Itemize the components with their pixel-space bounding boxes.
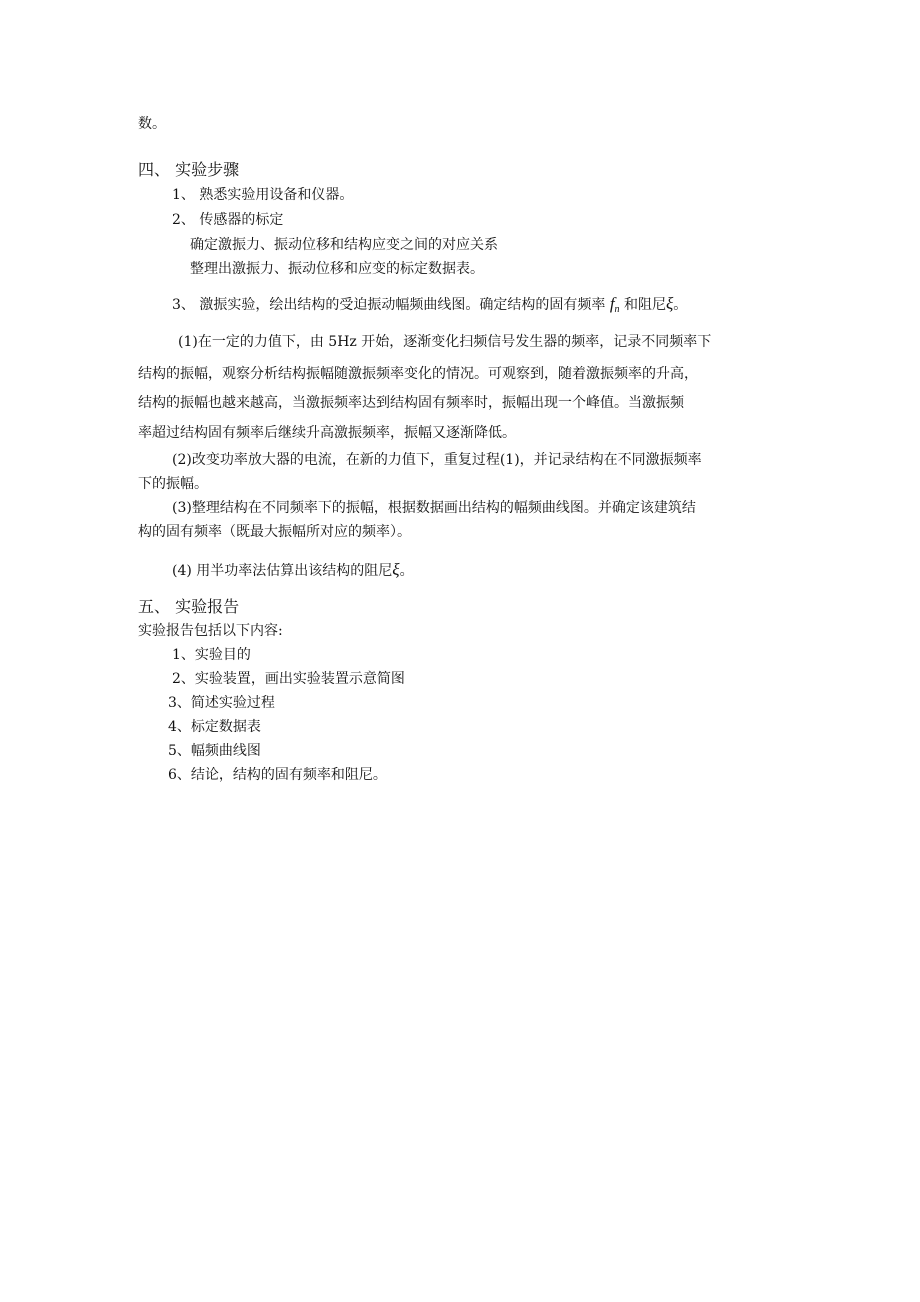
paragraph-1-line-1: (1)在一定的力值下，由 5Hz 开始，逐渐变化扫频信号发生器的频率，记录不同频率下 bbox=[178, 334, 712, 350]
report-item: 1、实验目的 bbox=[172, 647, 251, 663]
paragraph-2-line-2: 下的振幅。 bbox=[138, 476, 208, 492]
report-item: 2、实验装置，画出实验装置示意简图 bbox=[172, 671, 405, 687]
paragraph-3-line-2: 构的固有频率（既最大振幅所对应的频率）。 bbox=[138, 524, 411, 540]
step-2-detail-b: 整理出激振力、振动位移和应变的标定数据表。 bbox=[190, 261, 484, 277]
damping-symbol: ξ bbox=[666, 294, 674, 313]
section-4-heading: 四、 实验步骤 bbox=[138, 160, 240, 179]
step-3-mid: 和阻尼 bbox=[624, 297, 666, 313]
report-intro: 实验报告包括以下内容: bbox=[138, 623, 283, 639]
paragraph-4-end: 。 bbox=[399, 563, 414, 579]
paragraph-1-line-2: 结构的振幅，观察分析结构振幅随激振频率变化的情况。可观察到，随着激振频率的升高， bbox=[138, 366, 698, 382]
report-item: 5、幅频曲线图 bbox=[168, 743, 261, 759]
section-5-heading: 五、 实验报告 bbox=[138, 597, 240, 616]
step-2: 2、 传感器的标定 bbox=[172, 212, 284, 228]
step-3 bbox=[172, 294, 687, 320]
step-3-text: 3、 激振实验，绘出结构的受迫振动幅频曲线图。确定结构的固有频率 bbox=[172, 297, 606, 313]
natural-frequency-symbol: $f_n$ bbox=[609, 294, 620, 315]
step-3-end: 。 bbox=[673, 297, 688, 313]
report-item: 6、结论，结构的固有频率和阻尼。 bbox=[168, 767, 387, 783]
paragraph-2-line-1: (2)改变功率放大器的电流，在新的力值下，重复过程(1)，并记录结构在不同激振频率 bbox=[172, 452, 702, 468]
paragraph-3-line-1: (3)整理结构在不同频率下的振幅，根据数据画出结构的幅频曲线图。并确定该建筑结 bbox=[172, 500, 696, 516]
carry-over-text: 数。 bbox=[138, 116, 166, 132]
step-1: 1、 熟悉实验用设备和仪器。 bbox=[172, 187, 354, 203]
paragraph-4 bbox=[172, 560, 414, 581]
paragraph-1-line-3: 结构的振幅也越来越高，当激振频率达到结构固有频率时，振幅出现一个峰值。当激振频 bbox=[138, 395, 684, 411]
report-item: 3、简述实验过程 bbox=[168, 695, 275, 711]
paragraph-1-line-4: 率超过结构固有频率后继续升高激振频率，振幅又逐渐降低。 bbox=[138, 425, 516, 441]
damping-symbol-2: ξ bbox=[392, 560, 400, 579]
paragraph-4-text: (4) 用半功率法估算出该结构的阻尼 bbox=[172, 563, 393, 579]
report-item: 4、标定数据表 bbox=[168, 719, 261, 735]
step-2-detail-a: 确定激振力、振动位移和结构应变之间的对应关系 bbox=[190, 237, 498, 253]
